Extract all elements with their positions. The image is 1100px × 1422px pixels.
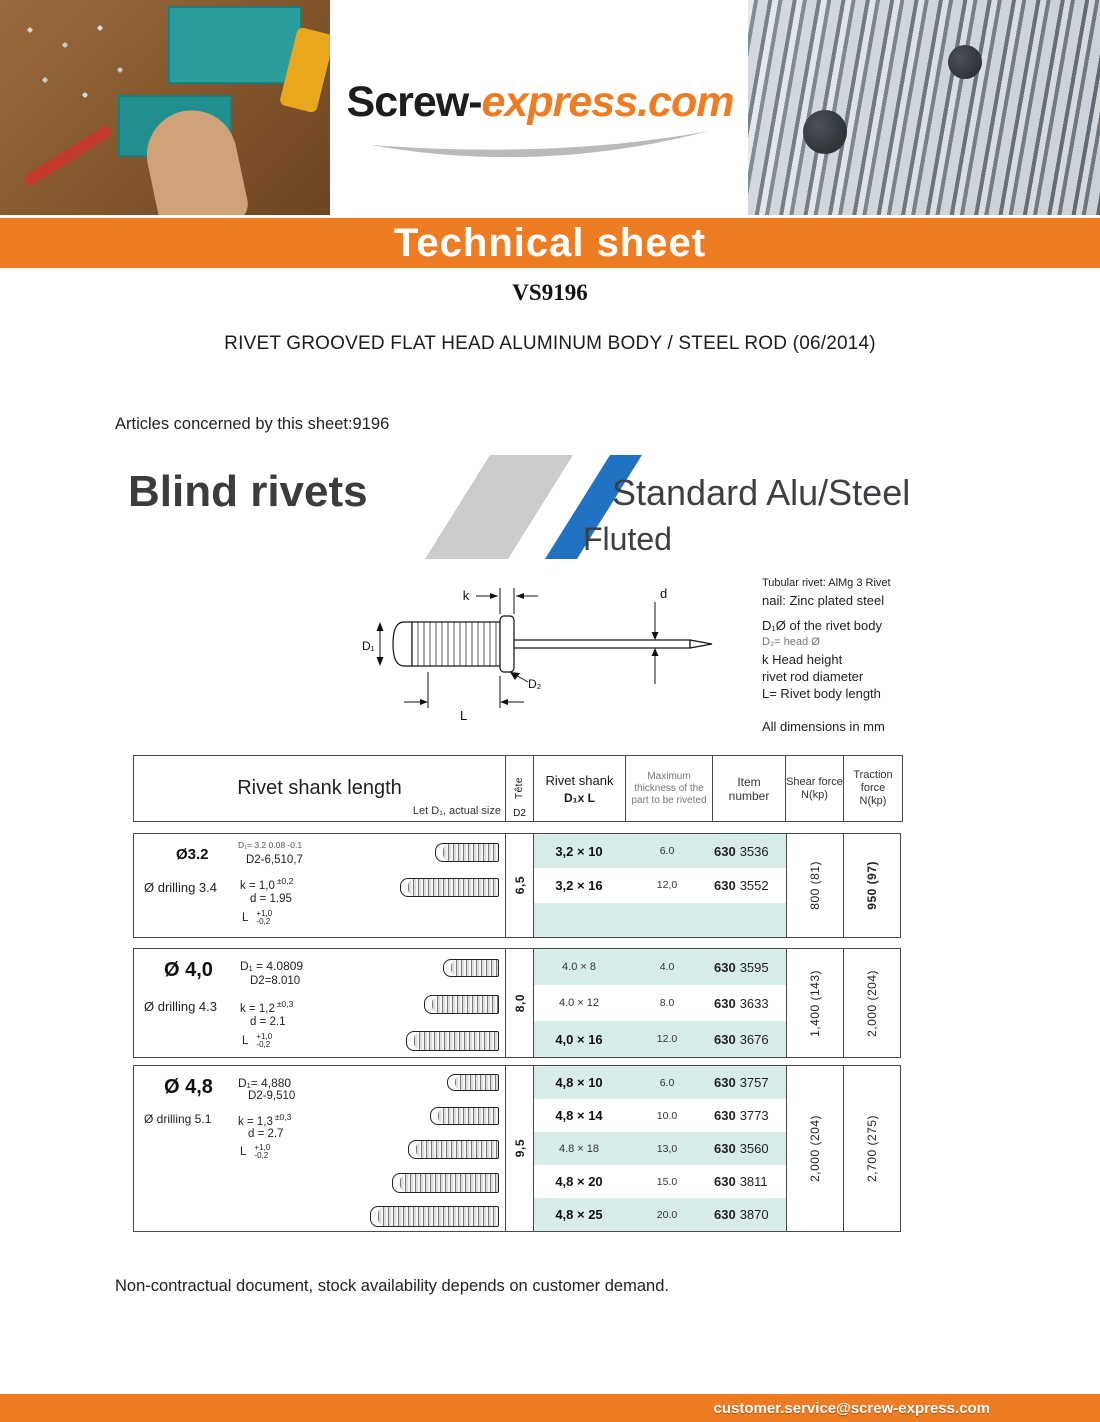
spec-l: L +1,0 -0,2 bbox=[240, 1143, 271, 1160]
banner-title: Technical sheet bbox=[393, 220, 707, 265]
hero-left-title: Blind rivets bbox=[128, 467, 368, 516]
header-tete-d2: D2 bbox=[513, 808, 526, 819]
thickness-cell: 10.0 bbox=[656, 1109, 678, 1122]
spec-d: d = 2.7 bbox=[248, 1128, 284, 1140]
dim-label-d1: D₁ bbox=[362, 639, 375, 653]
size-cell: 4,0 × 16 bbox=[555, 1031, 603, 1047]
legend-rod: rivet rod diameter bbox=[762, 669, 864, 684]
size-cell: 3,2 × 16 bbox=[555, 877, 603, 893]
spec-d2: D2-6,510,7 bbox=[246, 854, 303, 866]
group-diameter-label: Ø 4,8 bbox=[164, 1076, 213, 1098]
header-max-thickness: Maximum thickness of the part to be riveted bbox=[626, 756, 713, 821]
logo-area bbox=[330, 0, 750, 215]
logo bbox=[330, 78, 750, 127]
dim-label-d: d bbox=[660, 586, 668, 601]
parts-tray bbox=[168, 6, 302, 84]
item-number-cell: 630 3536 bbox=[714, 843, 769, 859]
material-note-1: Tubular rivet: AlMg 3 Rivet bbox=[762, 577, 891, 589]
shear-force-cell: 800 (81) bbox=[786, 833, 844, 938]
spec-d: d = 1.95 bbox=[250, 893, 292, 905]
header-item-number: Item number bbox=[713, 756, 786, 821]
table-row bbox=[534, 1066, 786, 1099]
item-number-cell: 630 3676 bbox=[714, 1031, 769, 1047]
group-rows bbox=[534, 1066, 786, 1231]
shear-force-cell: 1,400 (143) bbox=[786, 948, 844, 1058]
header-traction-force: Traction force N(kp) bbox=[853, 769, 893, 807]
spec-d1: D₁ = 4.0809 bbox=[240, 959, 304, 973]
thickness-cell: 12.0 bbox=[656, 1033, 678, 1045]
rivet-drawing bbox=[435, 843, 499, 862]
table-row bbox=[534, 1021, 786, 1057]
hero-right-subtitle: Fluted bbox=[583, 521, 672, 557]
sheet-reference: VS9196 bbox=[512, 280, 588, 305]
group-drilling-label: Ø drilling 4.3 bbox=[144, 999, 217, 1014]
logo-swoosh bbox=[365, 129, 715, 165]
rivet-drawing bbox=[406, 1031, 499, 1051]
footer-bar bbox=[0, 1394, 1100, 1422]
diagram-legend bbox=[762, 576, 977, 736]
item-number-cell: 630 3757 bbox=[714, 1075, 769, 1090]
item-number-cell: 630 3773 bbox=[714, 1108, 769, 1123]
tete-cell: 8,0 bbox=[506, 949, 534, 1057]
thickness-cell: 8.0 bbox=[659, 997, 675, 1009]
tete-cell: 6,5 bbox=[506, 834, 534, 937]
group-specs bbox=[134, 834, 506, 937]
group-rows bbox=[534, 949, 786, 1057]
logo-text-orange: express.com bbox=[481, 78, 734, 126]
thickness-cell: 6.0 bbox=[659, 845, 675, 858]
table-row bbox=[534, 1132, 786, 1165]
spec-l: L +1,0 -0,2 bbox=[242, 1032, 273, 1049]
group-drilling-label: Ø drilling 3.4 bbox=[144, 880, 217, 895]
spec-l: L +1,0 -0,2 bbox=[242, 909, 273, 926]
spec-d2: D2=8.010 bbox=[250, 975, 301, 987]
group-rows bbox=[534, 834, 786, 937]
traction-force-cell: 2,000 (204) bbox=[843, 948, 901, 1058]
legend-k: k Head height bbox=[762, 652, 843, 667]
thickness-cell: 12,0 bbox=[656, 879, 678, 892]
rivet-drawing bbox=[443, 959, 499, 977]
header-rivet-shank: Rivet shank D₁x L bbox=[534, 756, 626, 821]
item-number-cell: 630 3633 bbox=[714, 995, 769, 1011]
header-tete: Tête D2 bbox=[506, 756, 534, 821]
contact-email: customer.service@screw-express.com bbox=[713, 1399, 990, 1417]
spec-k: k = 1,2 $^{\pm 0,3}$ bbox=[240, 999, 294, 1015]
rivet-group-4-0 bbox=[133, 948, 901, 1058]
table-row bbox=[534, 903, 786, 937]
screws-photo bbox=[748, 0, 1100, 215]
item-number-cell: 630 3811 bbox=[714, 1174, 768, 1189]
thickness-cell: 15.0 bbox=[656, 1175, 678, 1188]
rivet-group-3-2 bbox=[133, 833, 901, 938]
header-shear-force: Shear force N(kp) bbox=[786, 756, 844, 821]
item-number-cell: 630 3595 bbox=[714, 959, 769, 975]
legend-l: L= Rivet body length bbox=[762, 686, 881, 701]
size-cell: 4,8 × 25 bbox=[555, 1207, 603, 1222]
all-dimensions-note: All dimensions in mm bbox=[762, 719, 885, 734]
table-row bbox=[534, 985, 786, 1021]
rivet-drawing bbox=[447, 1074, 499, 1091]
logo-text-black: Screw- bbox=[346, 78, 482, 126]
rivet-drawing bbox=[408, 1140, 499, 1159]
size-cell: 4.0 × 12 bbox=[558, 997, 600, 1009]
group-specs bbox=[134, 1066, 506, 1231]
size-cell: 4,8 × 20 bbox=[555, 1174, 603, 1189]
size-cell: 4.8 × 18 bbox=[558, 1142, 600, 1155]
dim-label-l: L bbox=[460, 708, 468, 723]
table-row bbox=[534, 1198, 786, 1231]
dim-label-d2: D₂ bbox=[528, 677, 542, 691]
non-contractual-note: Non-contractual document, stock availability depends on customer demand. bbox=[115, 1277, 669, 1295]
rivet-drawing bbox=[370, 1206, 499, 1227]
rivet-drawing bbox=[430, 1107, 499, 1125]
spec-k: k = 1,3 $^{\pm 0,3}$ bbox=[238, 1112, 292, 1128]
screw-head bbox=[803, 110, 847, 154]
legend-d2: D₂= head Ø bbox=[762, 636, 820, 648]
rivet-group-4-8 bbox=[133, 1065, 901, 1232]
table-header bbox=[133, 755, 903, 822]
thickness-cell: 4.0 bbox=[659, 961, 675, 973]
size-cell: 3,2 × 10 bbox=[555, 843, 603, 859]
tete-cell: 9,5 bbox=[506, 1066, 534, 1231]
header-shank-length-sub: Let D₁, actual size bbox=[412, 805, 501, 817]
group-diameter-label: Ø3.2 bbox=[176, 846, 209, 863]
item-number-cell bbox=[710, 912, 786, 927]
size-cell: 4.0 × 8 bbox=[562, 961, 596, 973]
size-cell: 4,8 × 14 bbox=[555, 1108, 603, 1123]
table-row bbox=[534, 1165, 786, 1198]
table-row bbox=[534, 834, 786, 868]
traction-force-cell: 2,700 (275) bbox=[843, 1065, 901, 1232]
rivet-drawing bbox=[392, 1173, 499, 1193]
spec-d2: D2-9,510 bbox=[248, 1090, 296, 1102]
table-row bbox=[534, 949, 786, 985]
thickness-cell: 6.0 bbox=[659, 1076, 675, 1089]
thickness-cell: 20.0 bbox=[656, 1208, 678, 1221]
screwdriver bbox=[22, 124, 113, 187]
item-number-cell: 630 3552 bbox=[714, 877, 769, 893]
spec-k: k = 1,0 $^{\pm 0,2}$ bbox=[240, 876, 294, 892]
material-note-2: nail: Zinc plated steel bbox=[762, 593, 885, 608]
spec-d: d = 2.1 bbox=[250, 1016, 286, 1028]
table-row bbox=[534, 868, 786, 902]
item-number-cell: 630 3560 bbox=[714, 1141, 769, 1156]
rivet-drawing bbox=[400, 878, 499, 897]
header-shank-length: Rivet shank length Let D₁, actual size bbox=[134, 756, 506, 821]
banner bbox=[0, 218, 1100, 268]
thickness-cell: 13,0 bbox=[656, 1142, 678, 1155]
dim-label-k: k bbox=[462, 588, 470, 603]
rivet-diagram bbox=[360, 572, 740, 737]
rivet-drawing bbox=[424, 995, 499, 1014]
screw-head bbox=[948, 45, 982, 79]
size-cell: 4,8 × 10 bbox=[555, 1075, 603, 1090]
item-number-cell: 630 3870 bbox=[714, 1207, 769, 1222]
traction-force-cell: 950 (97) bbox=[843, 833, 901, 938]
table-row bbox=[534, 1099, 786, 1132]
group-specs bbox=[134, 949, 506, 1057]
shear-force-cell: 2,000 (204) bbox=[786, 1065, 844, 1232]
legend-d1: D₁Ø of the rivet body bbox=[762, 618, 882, 633]
spec-d1: D₁= 4,880 bbox=[238, 1076, 292, 1090]
spec-d1: D₁= 3.2 0.08 -0.1 bbox=[238, 840, 303, 850]
group-diameter-label: Ø 4,0 bbox=[164, 959, 213, 981]
group-drilling-label: Ø drilling 5.1 bbox=[144, 1112, 212, 1126]
workbench-photo bbox=[0, 0, 330, 215]
articles-line: Articles concerned by this sheet:9196 bbox=[115, 415, 390, 433]
hero-right-title: Standard Alu/Steel bbox=[612, 472, 911, 513]
document-title: RIVET GROOVED FLAT HEAD ALUMINUM BODY / STEEL ROD (06/2014) bbox=[224, 333, 876, 354]
